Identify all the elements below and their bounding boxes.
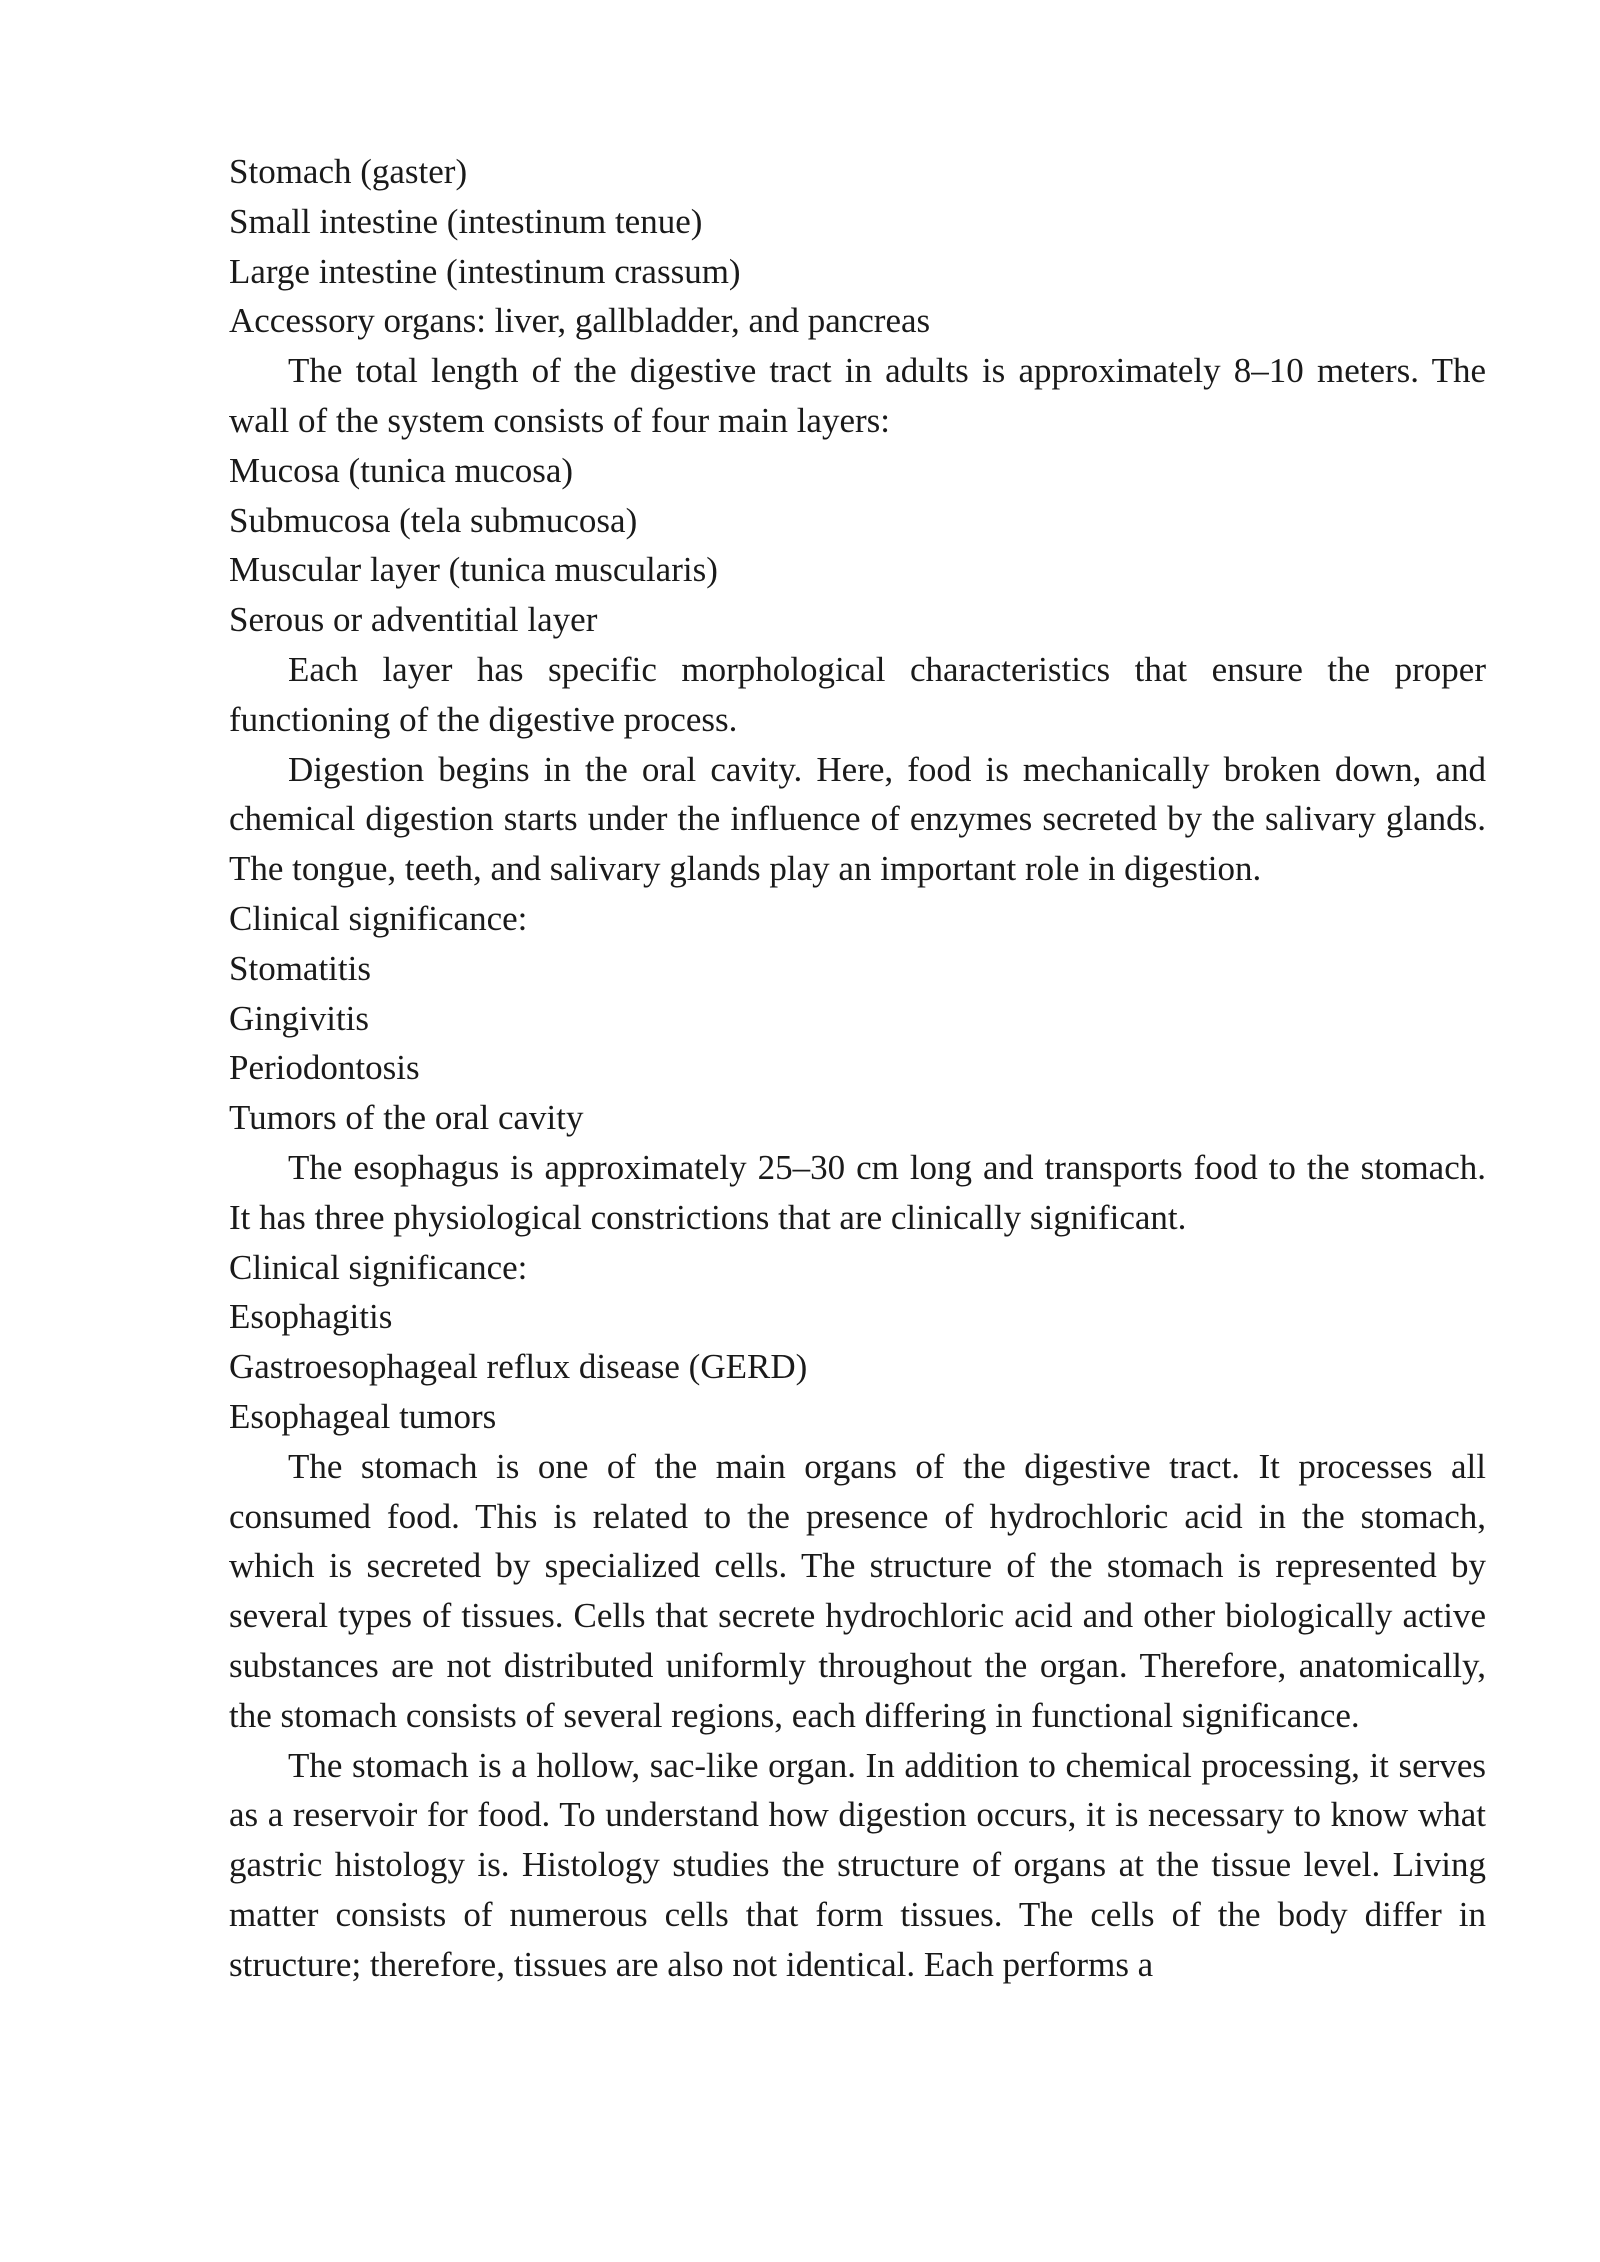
list-heading: Clinical significance:	[229, 1247, 528, 1287]
list-item: Large intestine (intestinum crassum)	[229, 251, 741, 291]
paragraph: The stomach is one of the main organs of the digestive tract. It processes all consumed food. This is related to the presence of hydrochloric acid in the stomach, which is secreted by specialized cells. The structure of the stomach is represented by several types of tissues. Cells that secrete hydrochloric acid and other biologically active substances are not distributed uniformly throughout the organ. Therefore, anatomically, the stomach consists of several regions, each differing in functional significance.	[229, 1446, 1486, 1735]
paragraph: The stomach is a hollow, sac-like organ. In addition to chemical processing, it serves as a reservoir for food. To understand how digestion occurs, it is necessary to know what gastric histology is. Histology studies the structure of organs at the tissue level. Living matter consists of numerous cells that form tissues. The cells of the body differ in structure; therefore, tissues are also not identical. Each performs a	[229, 1745, 1486, 1984]
list-item: Muscular layer (tunica muscularis)	[229, 550, 718, 590]
document-body	[229, 147, 1486, 1989]
paragraph: The esophagus is approximately 25–30 cm long and transports food to the stomach. It has three physiological constrictions that are clinically significant.	[229, 1147, 1486, 1237]
list-heading: Clinical significance:	[229, 898, 528, 938]
paragraph: Each layer has specific morphological characteristics that ensure the proper functioning of the digestive process.	[229, 649, 1486, 739]
list-item: Esophagitis	[229, 1297, 393, 1337]
list-item: Submucosa (tela submucosa)	[229, 500, 638, 540]
paragraph: The total length of the digestive tract in adults is approximately 8–10 meters. The wall of the system consists of four main layers:	[229, 351, 1486, 440]
list-item: Gingivitis	[229, 998, 370, 1038]
list-item: Stomatitis	[229, 948, 371, 988]
list-item: Periodontosis	[229, 1048, 420, 1088]
list-item: Serous or adventitial layer	[229, 600, 598, 640]
paragraph: Digestion begins in the oral cavity. Here, food is mechanically broken down, and chemical digestion starts under the influence of enzymes secreted by the salivary glands. The tongue, teeth, and salivary glands play an important role in digestion.	[229, 749, 1486, 889]
list-item: Stomach (gaster)	[229, 152, 468, 191]
list-item: Small intestine (intestinum tenue)	[229, 201, 703, 241]
list-item: Gastroesophageal reflux disease (GERD)	[229, 1347, 808, 1387]
list-item: Tumors of the oral cavity	[229, 1098, 584, 1138]
list-item: Esophageal tumors	[229, 1396, 497, 1436]
list-item: Accessory organs: liver, gallbladder, and pancreas	[229, 301, 931, 341]
list-item: Mucosa (tunica mucosa)	[229, 450, 574, 490]
